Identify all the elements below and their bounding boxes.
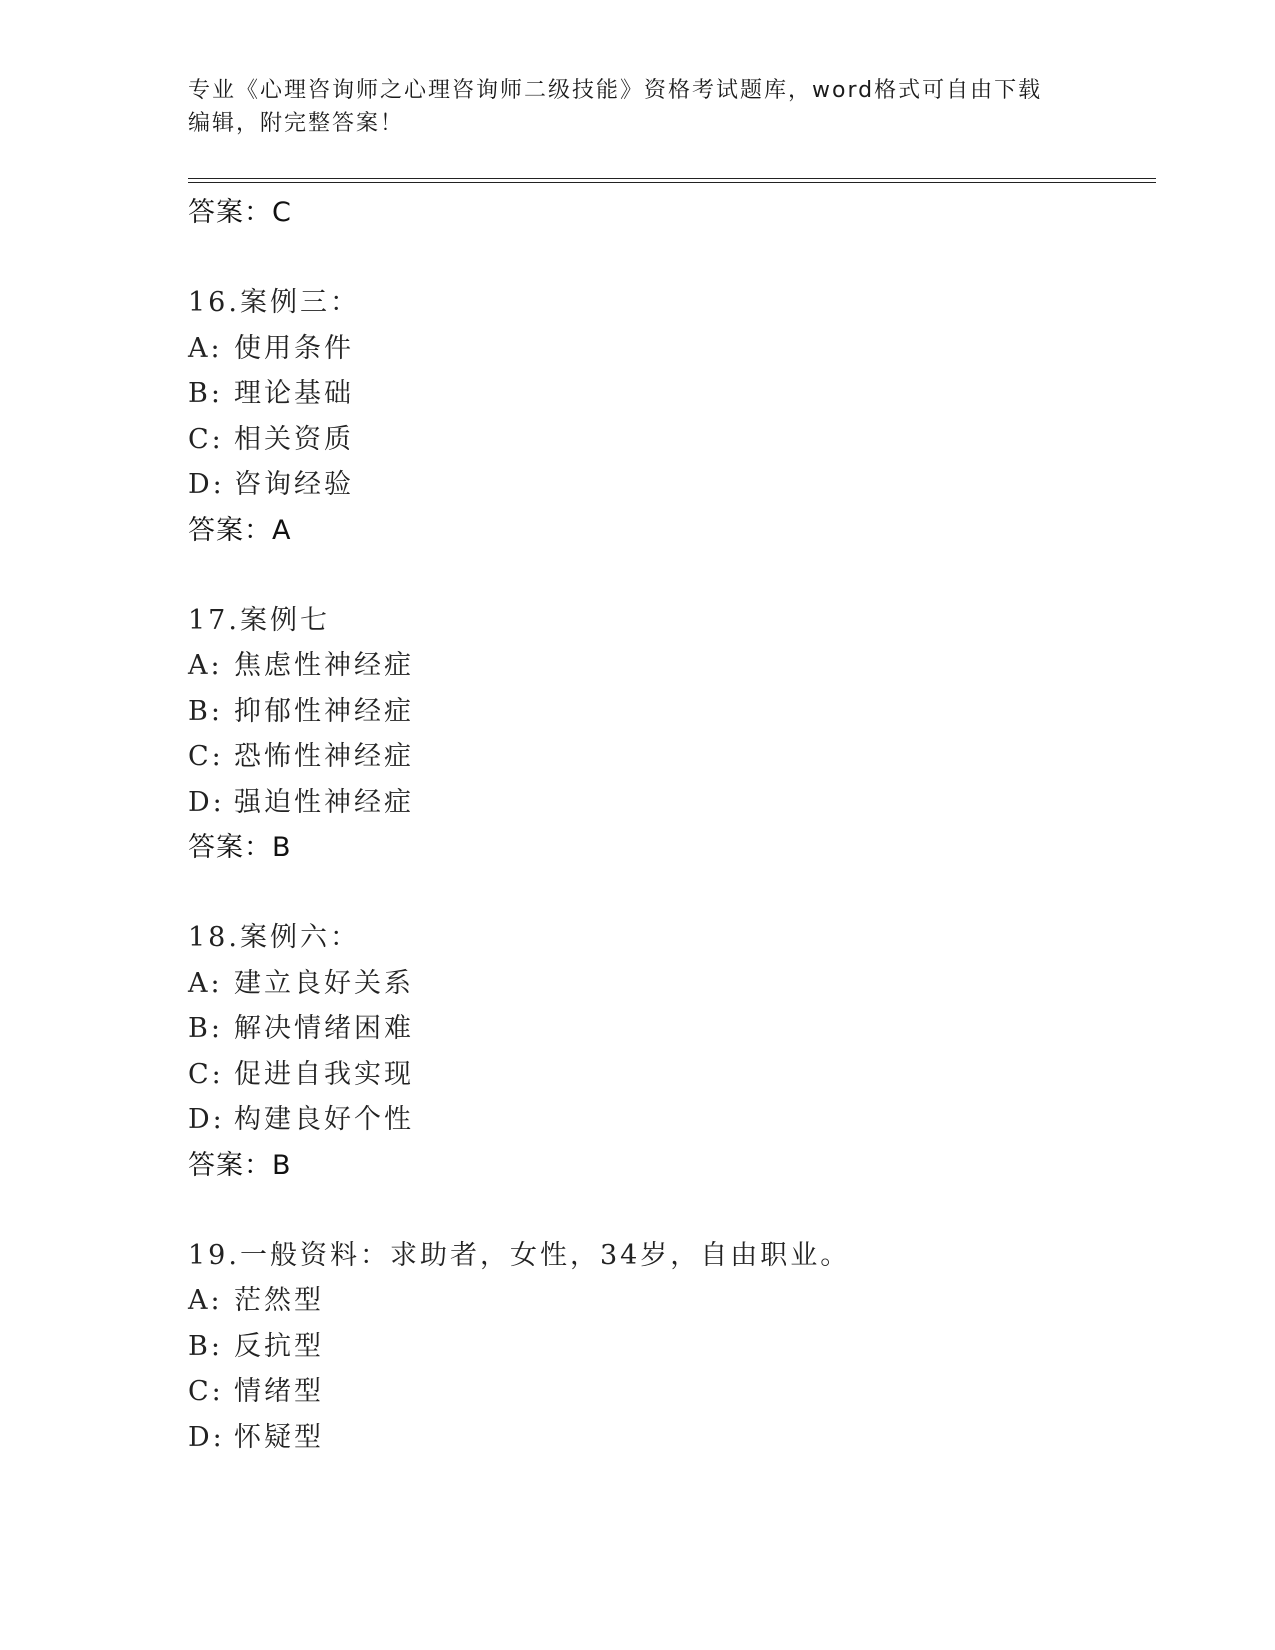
question-list xyxy=(188,190,1148,1460)
option-b xyxy=(188,689,1148,735)
option-text: 抑郁性神经症 xyxy=(234,695,414,727)
option-b xyxy=(188,1324,1148,1370)
option-text: 促进自我实现 xyxy=(234,1058,414,1090)
option-label: B: xyxy=(188,695,223,727)
question-title: 16.案例三： xyxy=(188,287,360,318)
option-c xyxy=(188,417,1148,463)
answer-line: 答案：B xyxy=(188,1149,292,1181)
answer-line: 答案：B xyxy=(188,832,292,863)
option-label: C: xyxy=(188,1376,224,1407)
option-label: B: xyxy=(188,1330,223,1362)
option-text: 构建良好个性 xyxy=(234,1104,414,1135)
option-text: 建立良好关系 xyxy=(234,967,414,999)
option-c xyxy=(188,1052,1148,1098)
header-line-1: 专业《心理咨询师之心理咨询师二级技能》资格考试题库，word格式可自由下载 xyxy=(188,78,1043,103)
option-b xyxy=(188,371,1148,417)
question-title: 17.案例七 xyxy=(188,604,330,636)
option-a xyxy=(188,961,1148,1007)
option-text: 茫然型 xyxy=(234,1285,324,1316)
option-label: C: xyxy=(188,741,224,772)
header-line-2: 编辑，附完整答案！ xyxy=(188,111,405,136)
question-19 xyxy=(188,1233,1148,1461)
option-b xyxy=(188,1006,1148,1052)
option-text: 情绪型 xyxy=(234,1376,324,1407)
option-a xyxy=(188,326,1148,372)
option-label: A: xyxy=(188,967,223,999)
option-label: D: xyxy=(188,1104,225,1135)
question-title: 19.一般资料：求助者，女性，34岁，自由职业。 xyxy=(188,1239,851,1271)
option-c xyxy=(188,1369,1148,1415)
option-label: D: xyxy=(188,786,225,818)
option-label: B: xyxy=(188,1013,223,1044)
answer-line: 答案：C xyxy=(188,197,292,228)
document-header xyxy=(188,74,1088,140)
header-rule-top xyxy=(188,178,1156,179)
option-a xyxy=(188,643,1148,689)
question-17 xyxy=(188,598,1148,872)
question-title: 18.案例六： xyxy=(188,922,360,953)
option-text: 解决情绪困难 xyxy=(234,1013,414,1044)
option-d xyxy=(188,462,1148,508)
option-text: 咨询经验 xyxy=(234,469,354,500)
option-c xyxy=(188,734,1148,780)
option-text: 相关资质 xyxy=(234,423,354,455)
option-label: B: xyxy=(188,378,223,409)
option-d xyxy=(188,1415,1148,1461)
option-d xyxy=(188,780,1148,826)
option-label: A: xyxy=(188,332,223,364)
option-d xyxy=(188,1097,1148,1143)
option-a xyxy=(188,1278,1148,1324)
option-label: C: xyxy=(188,423,224,455)
option-text: 强迫性神经症 xyxy=(234,786,414,818)
option-label: A: xyxy=(188,650,223,681)
option-text: 反抗型 xyxy=(234,1330,324,1362)
option-label: D: xyxy=(188,469,225,500)
option-text: 使用条件 xyxy=(234,332,354,364)
option-text: 焦虑性神经症 xyxy=(234,650,414,681)
option-text: 恐怖性神经症 xyxy=(234,741,414,772)
header-rule-bottom xyxy=(188,182,1156,183)
question-18 xyxy=(188,915,1148,1189)
option-label: A: xyxy=(188,1285,223,1316)
option-label: C: xyxy=(188,1058,224,1090)
answer-line: 答案：A xyxy=(188,514,292,546)
option-text: 理论基础 xyxy=(234,378,354,409)
question-16 xyxy=(188,280,1148,554)
option-label: D: xyxy=(188,1421,225,1453)
option-text: 怀疑型 xyxy=(234,1421,324,1453)
